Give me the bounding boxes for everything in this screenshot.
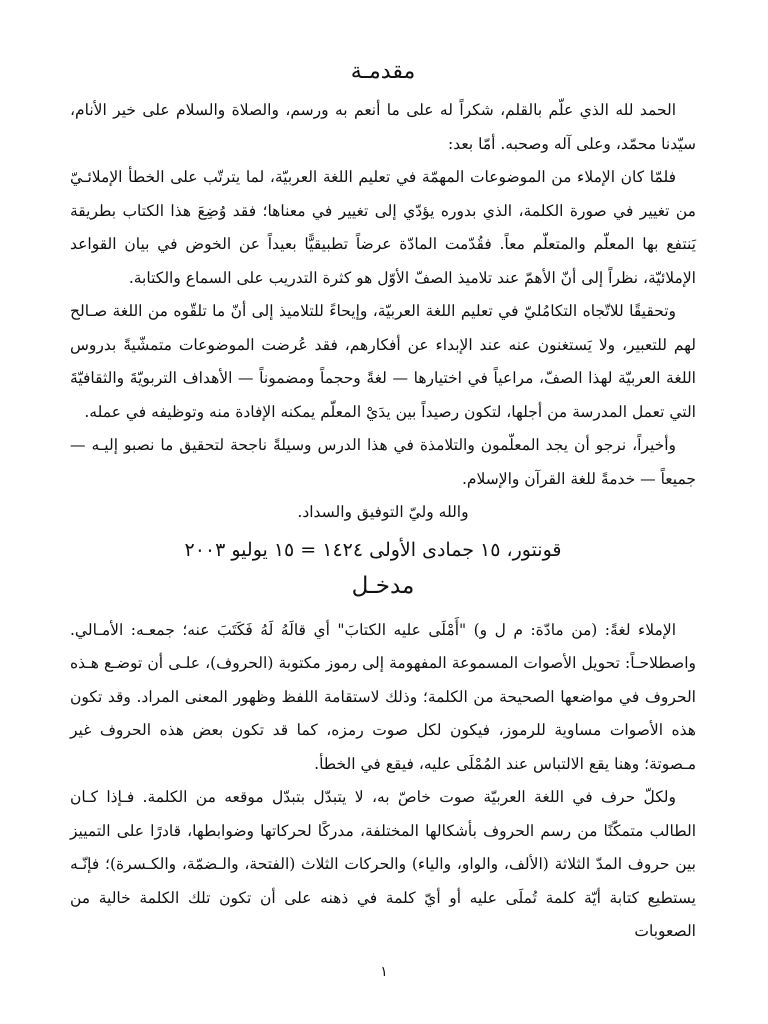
intro-paragraph-closing-hope: وأخيراً، نرجو أن يجد المعلّمون والتلامذة في هذا الدرس وسيلةً ناجحة لتحقيق ما نصبو إليـه — جميعاً — خدمةً للغة القرآن والإسلام. xyxy=(70,436,696,488)
intro-paragraph-integrative-approach: وتحقيقًا للاتّجاه التكامُليّ في تعليم اللغة العربيّة، وإيحاءً للتلاميذ إلى أنّ ما تلقّوه من اللغة صـالح لهم للتعبير، ولا يَستغنون عنه عند الإبداء عن أفكارهم، فقد عُرضت الموضوعات متمشّيةً بدروس اللغة العربيّة لهذا الصفّ، مراعياً في اختيارها — لغةً وحجماً ومضموناً — الأهداف التربويّةَ والثقافيّةَ التي تعمل المدرسة من أجلها، لتكون رصيداً بين يدَيْ المعلّم يمكنه الإفادة منه وتوظيفه في عمله. xyxy=(70,302,696,421)
place-date-line: قونتور، ١٥ جمادى الأولى ١٤٢٤ = ١٥ يوليو ٢٠٠٣ xyxy=(184,538,562,561)
intro-paragraph-opening: الحمد لله الذي علّم بالقلم، شكراً له على ما أنعم به ورسم، والصلاة والسلام على خير الأنام، سيّدنا محمّد، وعلى آله وصحبه. أمّا بعد: xyxy=(70,101,696,153)
intro-paragraph-dictation-importance: فلمّا كان الإملاء من الموضوعات المهمّة في تعليم اللغة العربيّة، لما يترتّب على الخطأ الإملائـيّ من تغيير في صورة الكلمة، الذي بدوره يؤدّي إلى تغيير في معناها؛ فقد وُضِعَ هذا الكتاب بطريقة يَنتفع بها المعلّم والمتعلّم معاً. فقُدّمت المادّة عرضاً تطبيقيًّا بعيداً عن الخوض في بيان القواعد الإملائيّة، نظراً إلى أنّ الأهمّ عند تلاميذ الصفّ الأوّل هو كثرة التدريب على السماع والكتابة. xyxy=(70,168,696,287)
closing-invocation: والله وليّ التوفيق والسداد. xyxy=(297,503,469,521)
entry-paragraph-letter-sounds: ولكلّ حرف في اللغة العربيّة صوت خاصّ به، لا يتبدّل بتبدّل موقعه من الكلمة. فـإذا كـان الطالب متمكّنًا من رسم الحروف بأشكالها المختلفة، مدركًا لحركاتها وضوابطها، قادرًا على التمييز بين حروف المدّ الثلاثة (الألف، والواو، والياء) والحركات الثلاث (الفتحة، والـضمّة، والكـسرة)؛ فإنّـه يستطيع كتابة أيّة كلمة تُملَى عليه أو أيّ كلمة في ذهنه على أن تكون تلك الكلمة خالية من الصعوبات xyxy=(70,788,696,940)
page-number: ١ xyxy=(380,964,388,980)
document-page xyxy=(70,54,696,1024)
entry-heading: مدخـل xyxy=(351,572,415,599)
intro-heading: مقدمـة xyxy=(350,59,416,84)
entry-paragraph-definition: الإملاء لغةً: (من مادّة: م ل و) "أَمْلَى عليه الكتابَ" أي قالَهُ لَهُ فَكَتَبَ عنه؛ جمعـه: الأمـالي. واصطلاحـاً: تحويل الأصوات المسموعة المفهومة إلى رموز مكتوبة (الحروف)، علـى أن توضـع هـذه الحروف في مواضعها الصحيحة من الكلمة؛ وذلك لاستقامة اللفظ وظهور المعنى المراد. وقد تكون هذه الأصوات مساوية للرموز، فيكون لكل صوت رمزه، كما قد تكون بعض هذه الحروف غير مـصوتة؛ وهنا يقع الالتباس عند المُمْلَى عليه، فيقع في الخطأ. xyxy=(70,620,696,773)
